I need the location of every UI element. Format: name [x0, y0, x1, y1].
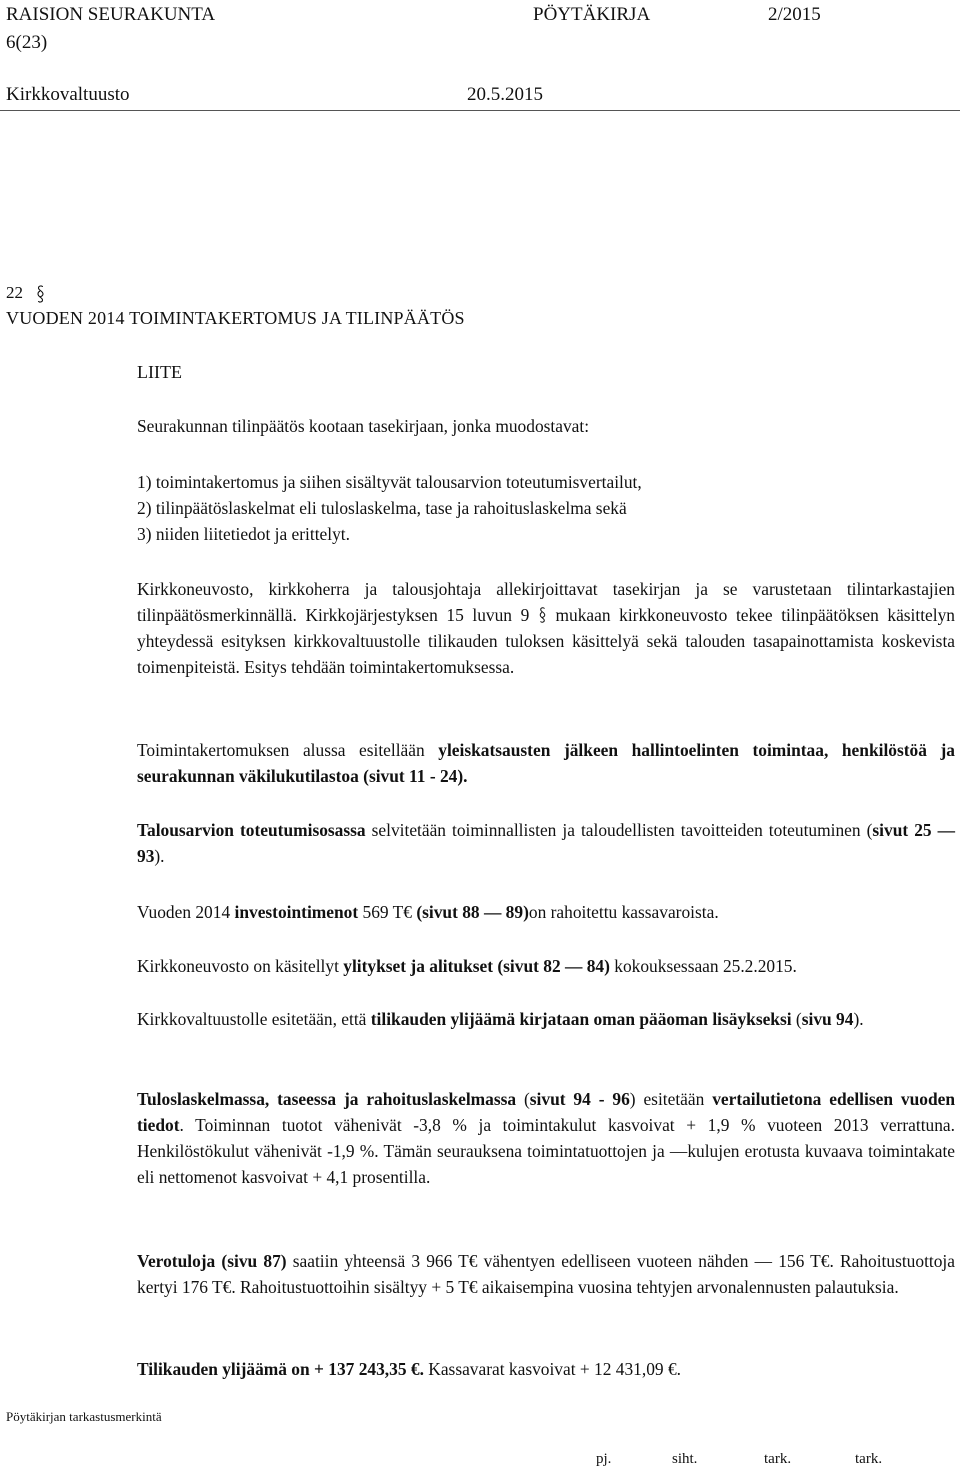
tax-text: saatiin yhteensä 3 966 T€ vähentyen edelliseen vuoteen nähden — 156 T€. Rahoitustuottoja kertyi 176 T€. Rahoitustuottoihin sisältyy + 5 T€ aikaisempina vuosina tehtyjen arvonalennusten palautuksia. [137, 1251, 955, 1297]
signature-reviewer-1: tark. [764, 1451, 792, 1467]
surplus-paren: ( [791, 1009, 802, 1029]
meeting-date: 20.5.2015 [467, 84, 543, 105]
investment-text: Vuoden 2014 [137, 902, 235, 922]
surplus-text-end: ). [853, 1009, 864, 1029]
composition-list [137, 469, 955, 547]
intro-paragraph [137, 413, 955, 439]
report-text: Toimintakertomuksen alussa esitellään [137, 740, 439, 760]
review-mark-label: Pöytäkirjan tarkastusmerkintä [6, 1409, 162, 1424]
signature-secretary: siht. [672, 1451, 698, 1467]
overruns-paragraph [137, 953, 955, 979]
investment-pages: (sivut 88 — 89) [416, 902, 529, 922]
overruns-emphasis: ylitykset ja alitukset (sivut 82 — 84) [343, 956, 610, 976]
signing-text-1: Kirkkoneuvosto, kirkkoherra ja talousjohtaja allekirjoittavat tasekirjan ja se varustetaan tilintarkastajien tilinpäätösmerkinnällä. Kirkkojärjestyksen 15 luvun 9 [137, 579, 955, 625]
tax-paragraph [137, 1248, 955, 1300]
surplus-emphasis: tilikauden ylijäämä kirjataan oman pääoman lisäykseksi [370, 1009, 792, 1029]
surplus-proposal-paragraph [137, 1006, 955, 1032]
budget-emphasis: Talousarvion toteutumisosassa [137, 820, 366, 840]
budget-paragraph [137, 817, 955, 869]
list-item: 1) toimintakertomus ja siihen sisältyvät talousarvion toteutumisvertailut, [137, 472, 642, 492]
statements-paren: ( [516, 1089, 530, 1109]
signature-chair: pj. [596, 1451, 612, 1467]
section-sign-icon [538, 606, 547, 624]
overruns-text-end: kokouksessaan 25.2.2015. [609, 956, 797, 976]
list-item: 3) niiden liitetiedot ja erittelyt. [137, 524, 350, 544]
section-number: 22 [6, 283, 23, 302]
budget-text-end: ). [154, 846, 165, 866]
header-divider [0, 110, 960, 111]
document-type: PÖYTÄKIRJA [533, 4, 651, 25]
signing-text-2: mukaan kirkkoneuvosto tekee tilinpäätöksen käsittelyn yhteydessä esityksen kirkkovaltuustolle tilikauden tuloksen käsittelyä sekä talouden tasapainottamista koskevista toimenpiteistä. Esitys tehdään toimintakertomuksessa. [137, 605, 955, 677]
page-number: 6(23) [6, 32, 48, 53]
result-text: Kassavarat kasvoivat + 12 431,09 €. [423, 1359, 682, 1379]
report-emphasis: yleiskatsausten jälkeen hallintoelinten toimintaa, henkilöstöä ja seurakunnan väkilukutilastoa (sivut 11 - 24). [137, 740, 955, 786]
statements-pages: sivut 94 - 96 [529, 1089, 630, 1109]
overruns-text: Kirkkoneuvosto on käsitellyt [137, 956, 344, 976]
investment-emphasis: investointimenot [234, 902, 359, 922]
attachment-label: LIITE [137, 362, 182, 382]
meeting-body: Kirkkovaltuusto [6, 84, 130, 105]
surplus-page: sivu 94 [801, 1009, 854, 1029]
statements-comparison: vertailutietona edellisen vuoden tiedot [137, 1089, 956, 1135]
statements-emphasis: Tuloslaskelmassa, taseessa ja rahoituslaskelmassa [137, 1089, 517, 1109]
signature-reviewer-2: tark. [855, 1451, 883, 1467]
list-item: 2) tilinpäätöslaskelmat eli tuloslaskelma, tase ja rahoituslaskelma sekä [137, 498, 627, 518]
section-sign-icon [36, 284, 45, 304]
intro-text: Seurakunnan tilinpäätös kootaan tasekirjaan, jonka muodostavat: [137, 416, 590, 436]
investment-amount: 569 T€ [358, 902, 417, 922]
signing-paragraph [137, 576, 955, 680]
report-paragraph [137, 737, 955, 789]
organization-name: RAISION SEURAKUNTA [6, 4, 216, 25]
budget-pages: sivut 25 — 93 [137, 820, 955, 866]
section-title: VUODEN 2014 TOIMINTAKERTOMUS JA TILINPÄÄTÖS [6, 308, 465, 328]
statements-details: . Toiminnan tuotot vähenivät -3,8 % ja toimintakulut kasvoivat + 1,9 % vuoteen 2013 verrattuna. Henkilöstökulut vähenivät -1,9 %. Tämän seurauksena toimintatuottojen ja —kulujen erotusta kuvaava toimintakate eli nettomenot kasvoivat + 4,1 prosentilla. [137, 1115, 955, 1187]
tax-emphasis: Verotuloja (sivu 87) [137, 1251, 287, 1271]
result-emphasis: Tilikauden ylijäämä on + 137 243,35 €. [137, 1359, 424, 1379]
budget-text: selvitetään toiminnallisten ja taloudellisten tavoitteiden toteutuminen ( [365, 820, 873, 840]
result-paragraph [137, 1356, 955, 1382]
statements-paragraph [137, 1086, 955, 1190]
investment-paragraph [137, 899, 955, 925]
document-number: 2/2015 [768, 4, 821, 25]
investment-text-end: on rahoitettu kassavaroista. [528, 902, 719, 922]
surplus-text: Kirkkovaltuustolle esitetään, että [137, 1009, 371, 1029]
statements-text: ) esitetään [629, 1089, 713, 1109]
